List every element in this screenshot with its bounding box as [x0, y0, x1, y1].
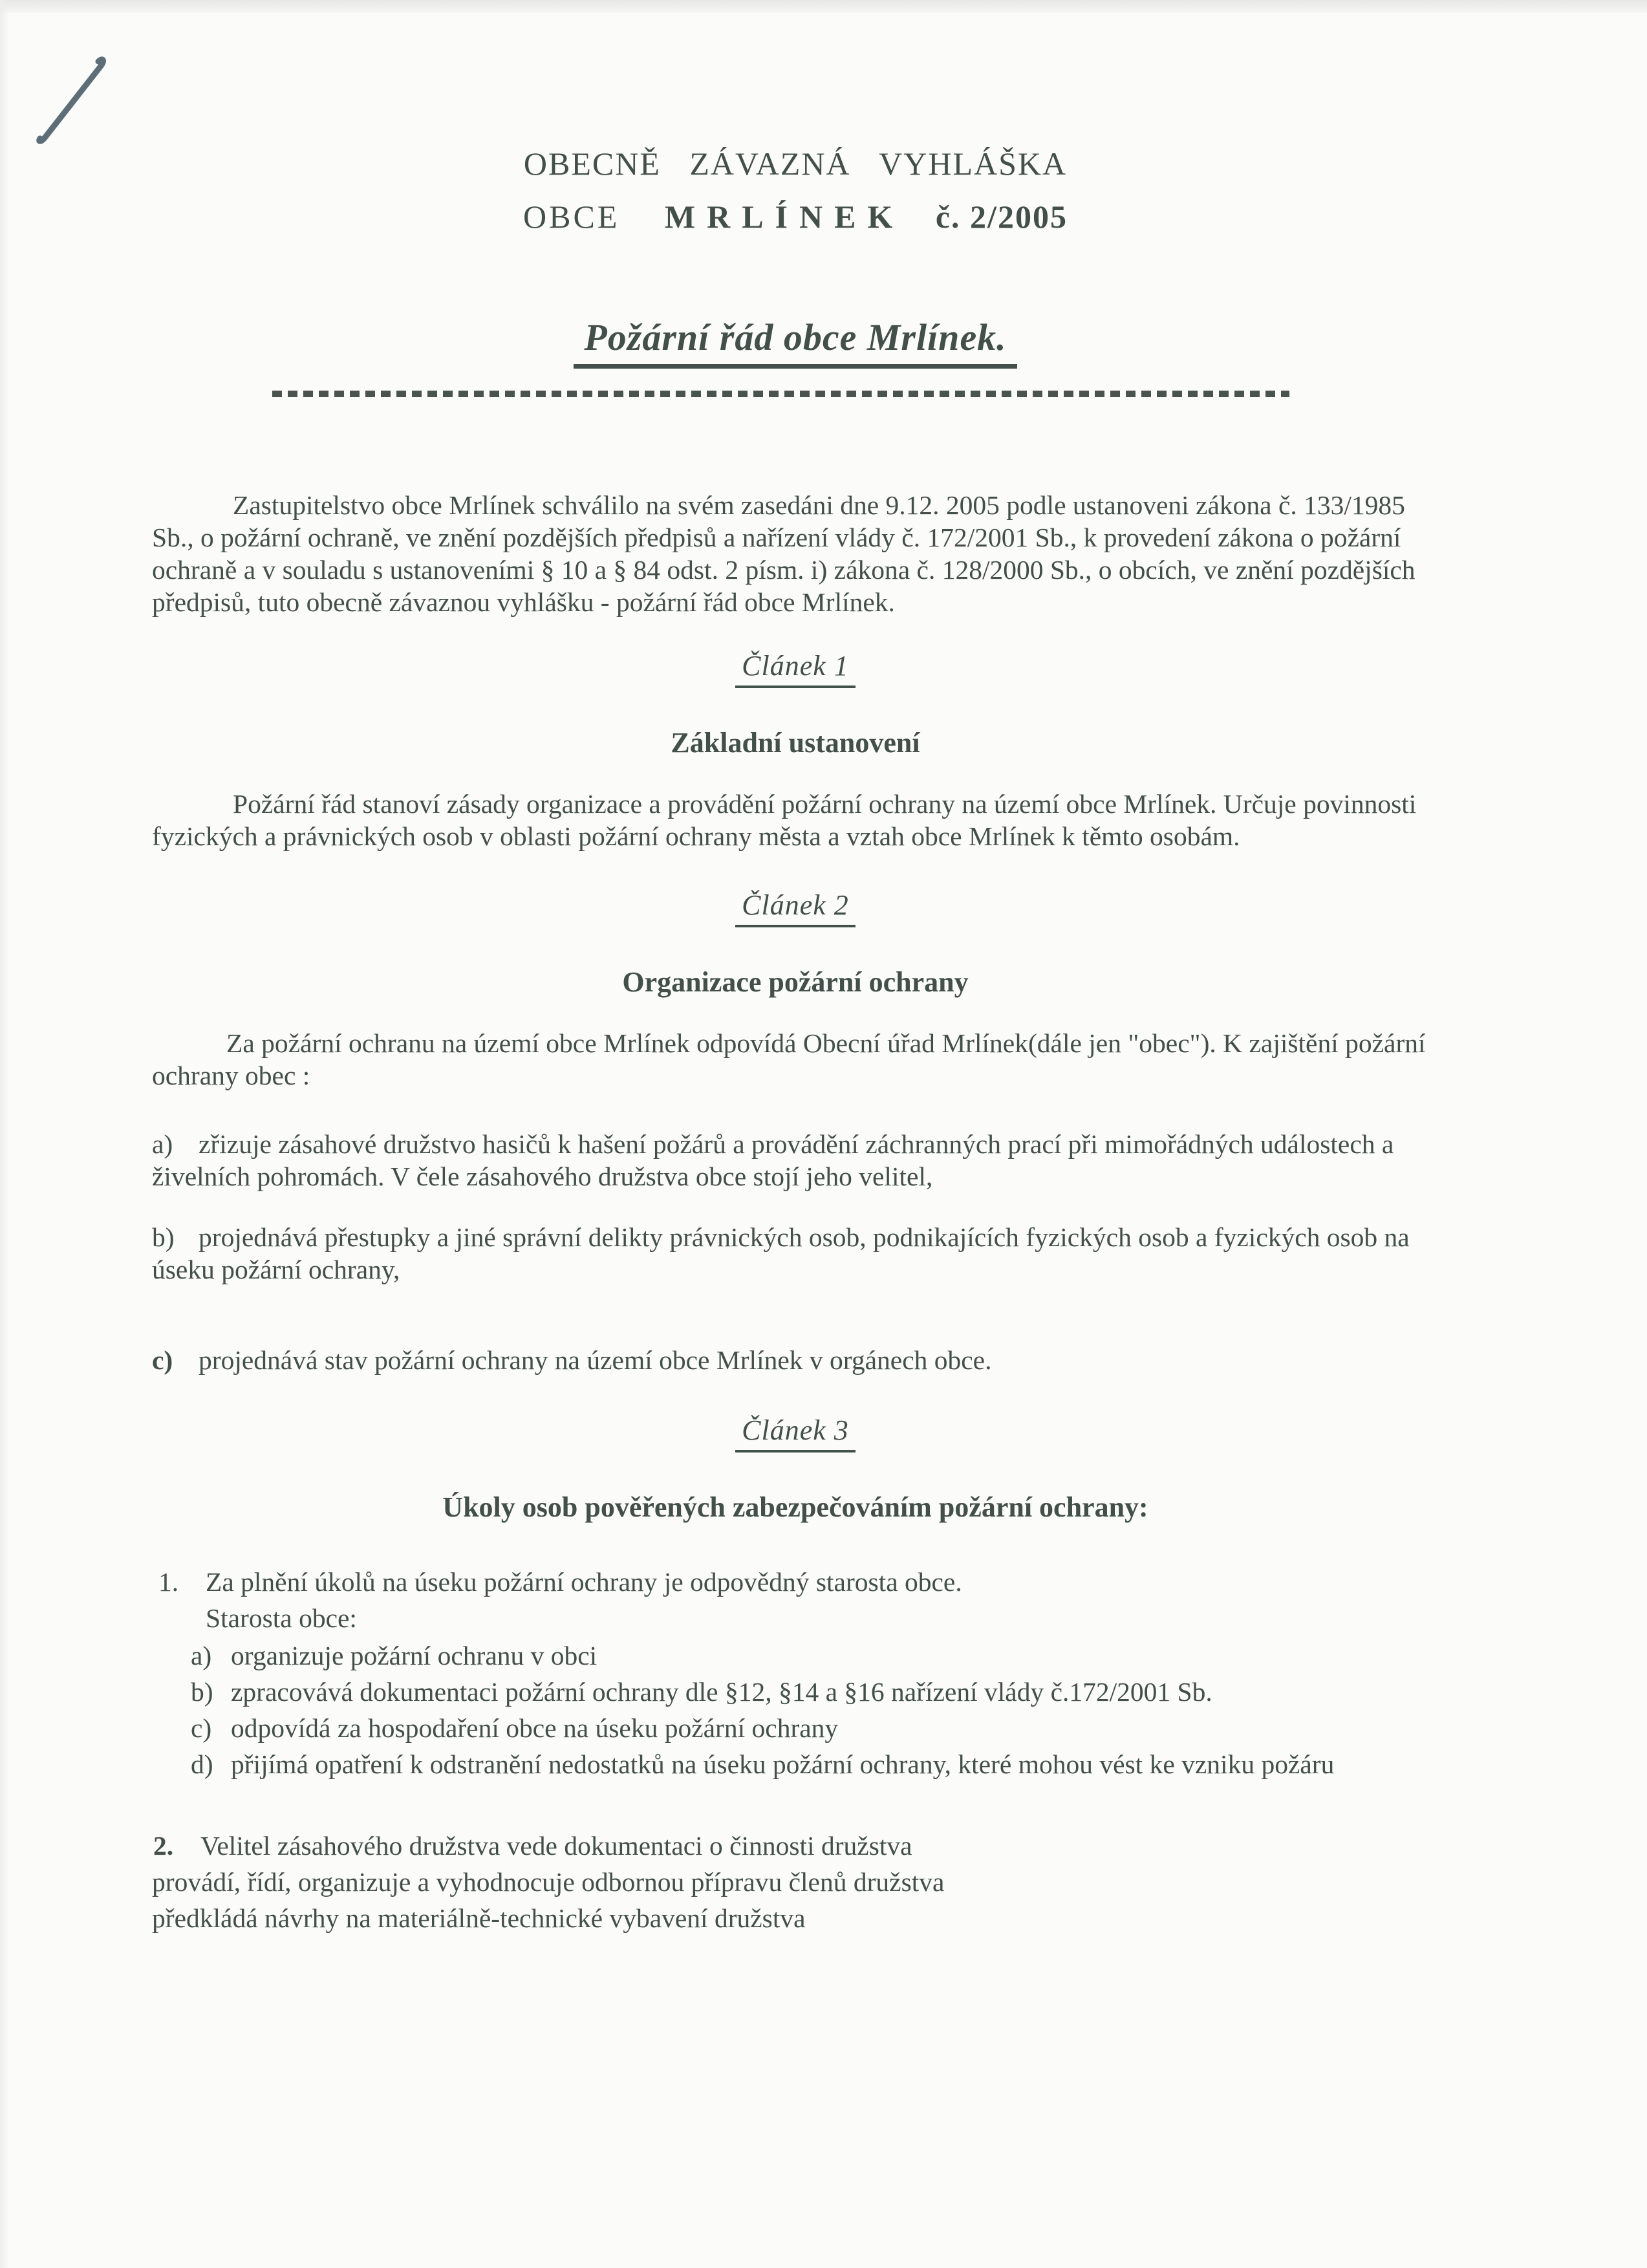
article-2-item-b: [152, 1221, 1439, 1286]
subitem-c-marker: c): [191, 1713, 212, 1743]
dashed-separator: [272, 391, 1289, 397]
subitem-c-text: odpovídá za hospodaření obce na úseku požární ochrany: [231, 1713, 839, 1743]
document-title: [152, 137, 1439, 243]
article-2-body: Za požární ochranu na území obce Mrlínek odpovídá Obecní úřad Mrlínek(dále jen "obec"). K zajištění požární ochrany obec :: [152, 1028, 1426, 1090]
item-2-text-1: Velitel zásahového družstva vede dokumentaci o činnosti družstva: [200, 1831, 912, 1861]
article-3-heading: Úkoly osob pověřených zabezpečováním požární ochrany:: [442, 1491, 1148, 1523]
article-3-item-2: [152, 1828, 1439, 1936]
item-1-marker: 1.: [158, 1567, 179, 1597]
item-1-sublist: [191, 1637, 1439, 1782]
subitem-b-marker: b): [191, 1677, 213, 1707]
subitem-b: [191, 1674, 1439, 1710]
item-2-marker: 2.: [153, 1831, 174, 1861]
scan-edge-shadow-left: [0, 0, 9, 2268]
subitem-a: [191, 1637, 1439, 1674]
article-2-heading: Organizace požární ochrany: [622, 966, 969, 998]
article-2-item-a: [152, 1128, 1439, 1193]
title-line-1: OBECNĚ ZÁVAZNÁ VYHLÁŠKA: [523, 146, 1068, 182]
title-obce: OBCE: [523, 199, 620, 235]
intro-paragraph: Zastupitelstvo obce Mrlínek schválilo na svém zasedáni dne 9.12. 2005 podle ustanoveni zákona č. 133/1985 Sb., o požární ochraně, ve znění pozdějších předpisů a nařízení vlády č. 172/2001 Sb., k provedení zákona o požární ochraně a v souladu s ustanoveními § 10 a § 84 odst. 2 písm. i) zákona č. 128/2000 Sb., o obcích, ve znění pozdějších předpisů, tuto obecně závaznou vyhlášku - požární řád obce Mrlínek.: [152, 490, 1416, 617]
item-c-marker: c): [152, 1345, 173, 1375]
subject-heading: Požární řád obce Mrlínek.: [574, 316, 1017, 369]
item-b-marker: b): [152, 1222, 175, 1252]
article-2-label-wrap: [152, 889, 1439, 927]
subitem-d-text: přijímá opatření k odstranění nedostatků na úseku požární ochrany, které mohou vést ke vzniku požáru: [231, 1749, 1335, 1779]
article-1-label-wrap: [152, 649, 1439, 688]
subject-heading-wrap: [152, 316, 1439, 369]
item-a-marker: a): [152, 1129, 173, 1159]
item-c-text: projednává stav požární ochrany na území obce Mrlínek v orgánech obce.: [199, 1345, 992, 1375]
item-1-subtitle: Starosta obce:: [206, 1603, 357, 1633]
title-decree-number: č. 2/2005: [935, 199, 1068, 235]
article-1-heading: Základní ustanovení: [671, 727, 920, 759]
item-2-line-1: [152, 1828, 1439, 1864]
document-content: [152, 0, 1439, 1936]
item-2-line-3: předkládá návrhy na materiálně-technické vybavení družstva: [152, 1903, 806, 1933]
subitem-b-text: zpracovává dokumentaci požární ochrany dle §12, §14 a §16 nařízení vlády č.172/2001 Sb.: [231, 1677, 1212, 1707]
item-2-line-2: provádí, řídí, organizuje a vyhodnocuje odbornou přípravu členů družstva: [152, 1867, 945, 1897]
article-2-label: Článek 2: [735, 889, 856, 927]
subitem-d: [191, 1746, 1439, 1782]
subitem-d-marker: d): [191, 1749, 213, 1779]
item-a-text: zřizuje zásahové družstvo hasičů k hašení požárů a provádění záchranných prací při mimořádných událostech a živelních pohromách. V čele zásahového družstva obce stojí jeho velitel,: [152, 1129, 1394, 1191]
subitem-a-marker: a): [191, 1641, 212, 1670]
item-b-text: projednává přestupky a jiné správní delikty právnických osob, podnikajících fyzických osob a fyzických osob na úseku požární ochrany,: [152, 1222, 1410, 1284]
subitem-a-text: organizuje požární ochranu v obci: [231, 1641, 597, 1670]
article-1-label: Článek 1: [735, 649, 856, 688]
article-3-label-wrap: [152, 1414, 1439, 1453]
item-1-text: Za plnění úkolů na úseku požární ochrany je odpovědný starosta obce.: [206, 1567, 962, 1597]
title-line-2: [152, 190, 1439, 243]
title-municipality-name: MRLÍNEK: [664, 199, 905, 235]
pen-stroke-icon: [25, 43, 135, 159]
subitem-c: [191, 1710, 1439, 1746]
article-2-item-c: [152, 1344, 1439, 1376]
article-1-body: Požární řád stanoví zásady organizace a provádění požární ochrany na území obce Mrlínek. Určuje povinnosti fyzických a právnických osob v oblasti požární ochrany města a vztah obce Mrlínek k těmto osobám.: [152, 789, 1417, 851]
article-3-item-1: [152, 1564, 1439, 1782]
item-1-line: [152, 1564, 1439, 1600]
article-3-label: Článek 3: [735, 1414, 856, 1453]
